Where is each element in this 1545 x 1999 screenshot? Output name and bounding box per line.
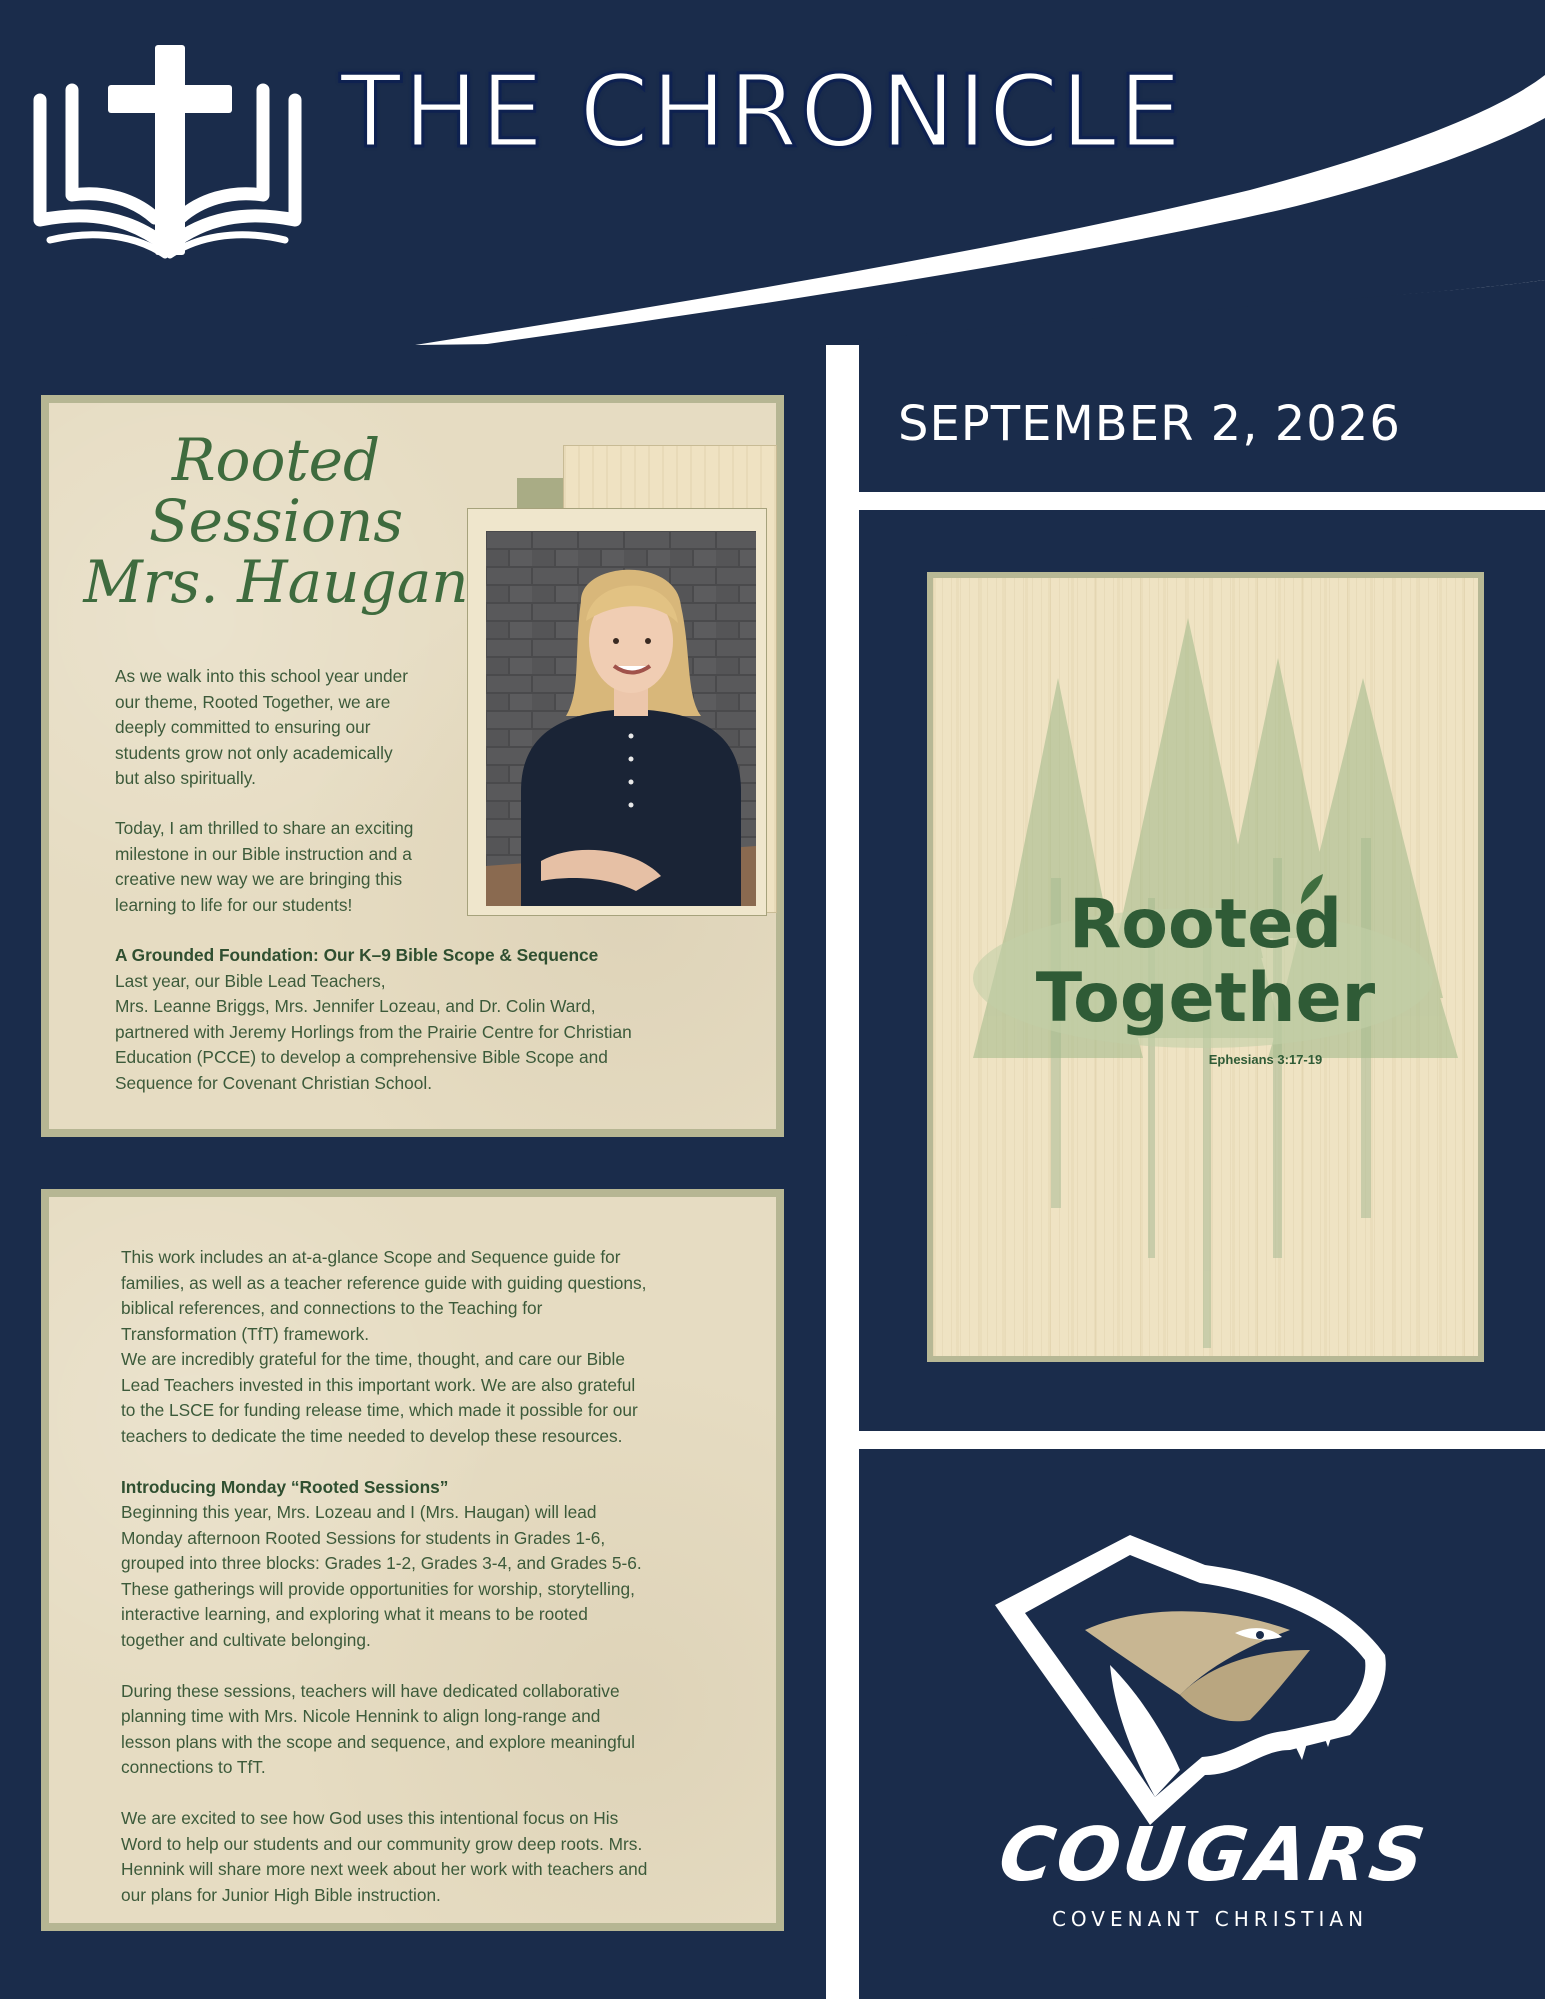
leaf-sprout-icon — [1293, 868, 1333, 908]
intro-paragraph-1 — [115, 664, 460, 792]
team-name: COUGARS — [993, 1812, 1433, 1898]
poster-title-line1: Rooted — [1068, 885, 1343, 964]
school-name: COVENANT CHRISTIAN — [1051, 1907, 1369, 1931]
script-title-line1: Rooted Sessions — [148, 426, 404, 555]
rooted-sessions-heading: Introducing Monday “Rooted Sessions” — [121, 1476, 449, 1497]
divider-mascot — [826, 1431, 1545, 1449]
continued-paragraph-4: We are excited to see how God uses this intentional focus on His Word to help our students and our community grow deep roots. Mrs. Hennink will share more next week about her work with teachers and our plans for Junior High Bible instruction. — [121, 1808, 648, 1905]
intro-text-2: Today, I am thrilled to share an exciting milestone in our Bible instruction and a creative new way we are bringing this learning to life for our students! — [115, 818, 414, 915]
foundation-body: Last year, our Bible Lead Teachers, Mrs. Leanne Briggs, Mrs. Jennifer Lozeau, and Dr. Colin Ward, partnered with Jeremy Horlings from the Prairie Centre for Christian Education (PCCE) to develop a comprehensive Bible Scope and Sequence for Covenant Christian School. — [115, 970, 632, 1093]
poster-title — [933, 885, 1478, 1038]
continued-section — [121, 1245, 721, 1908]
feature-script-title — [76, 426, 476, 616]
rooted-together-poster — [933, 578, 1478, 1356]
continued-paragraph-3: During these sessions, teachers will have dedicated collaborative planning time with Mrs. Nicole Hennink to align long-range and lesson plans with the scope and sequence, and explore meaningful connections to TfT. — [121, 1680, 635, 1777]
foundation-section — [115, 943, 735, 1096]
divider-date — [826, 492, 1545, 510]
continued-paragraph-1: This work includes an at-a-glance Scope and Sequence guide for families, as well as a teacher reference guide with guiding questions, biblical references, and connections to the Teaching for Transformation (TfT) framework. We are incredibly grateful for the time, thought, and care our Bible Lead Teachers invested in this important work. We are also grateful to the LSCE for funding release time, which made it possible for our teachers to dedicate the time needed to develop these resources. — [121, 1247, 647, 1446]
poster-title-line2: Together — [1035, 959, 1376, 1038]
script-title-line2: Mrs. Haugan — [83, 547, 469, 616]
foundation-heading: A Grounded Foundation: Our K–9 Bible Scope & Sequence — [115, 945, 599, 965]
intro-paragraph-2 — [115, 816, 460, 918]
cross-open-book-icon — [30, 40, 305, 265]
continued-paragraph-2: Beginning this year, Mrs. Lozeau and I (Mrs. Haugan) will lead Monday afternoon Rooted Sessions for students in Grades 1-6, grouped into three blocks: Grades 1-2, Grades 3-4, and Grades 5-6. These gatherings will provide opportunities for worship, storytelling, interactive learning, and exploring what it means to be rooted together and cultivate belonging. — [121, 1502, 642, 1650]
issue-date: SEPTEMBER 2, 2026 — [898, 396, 1401, 452]
poster-verse: Ephesians 3:17-19 — [1208, 1052, 1323, 1067]
mrs-haugan-photo — [486, 531, 756, 906]
cougar-head-logo — [990, 1535, 1400, 1825]
column-divider — [826, 345, 859, 1999]
newsletter-title: THE CHRONICLE — [340, 53, 1184, 170]
intro-text-1: As we walk into this school year under our theme, Rooted Together, we are deeply committed to ensuring our students grow not only academically but also spiritually. — [115, 666, 408, 788]
